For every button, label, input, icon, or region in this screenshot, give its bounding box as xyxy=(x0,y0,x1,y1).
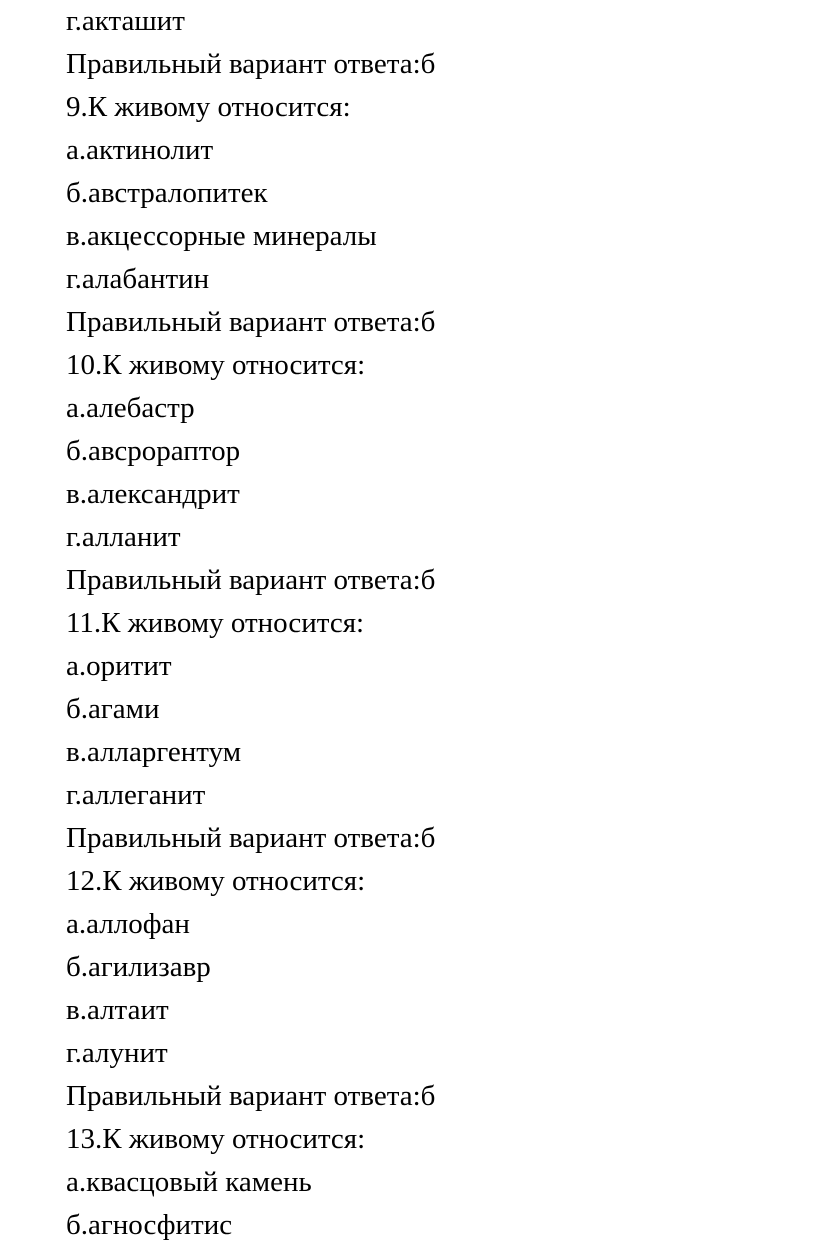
answer-option: б.австралопитек xyxy=(66,177,268,209)
answer-option: а.актинолит xyxy=(66,134,214,166)
answer-option: в.алларгентум xyxy=(66,736,242,768)
answer-option: в.алтаит xyxy=(66,994,169,1026)
document-page xyxy=(66,0,806,1247)
answer-option: г.аллеганит xyxy=(66,779,206,811)
answer-option: в.акцессорные минералы xyxy=(66,220,377,252)
answer-option: б.агносфитис xyxy=(66,1209,233,1241)
correct-answer: Правильный вариант ответа:б xyxy=(66,564,436,596)
answer-option: а.квасцовый камень xyxy=(66,1166,312,1198)
answer-option: б.агилизавр xyxy=(66,951,211,983)
answer-option: в.александрит xyxy=(66,478,240,510)
question-title: 9.К живому относится: xyxy=(66,91,351,123)
answer-option: а.аллофан xyxy=(66,908,190,940)
answer-option: а.оритит xyxy=(66,650,172,682)
answer-option: г.алланит xyxy=(66,521,181,553)
answer-option: б.агами xyxy=(66,693,160,725)
answer-option: г.акташит xyxy=(66,5,185,37)
question-title: 13.К живому относится: xyxy=(66,1123,366,1155)
correct-answer: Правильный вариант ответа:б xyxy=(66,822,436,854)
correct-answer: Правильный вариант ответа:б xyxy=(66,306,436,338)
answer-option: г.алабантин xyxy=(66,263,210,295)
answer-option: г.алунит xyxy=(66,1037,168,1069)
answer-option: а.алебастр xyxy=(66,392,195,424)
correct-answer: Правильный вариант ответа:б xyxy=(66,48,436,80)
answer-option: б.авсрораптор xyxy=(66,435,241,467)
correct-answer: Правильный вариант ответа:б xyxy=(66,1080,436,1112)
question-title: 11.К живому относится: xyxy=(66,607,365,639)
question-title: 10.К живому относится: xyxy=(66,349,366,381)
question-title: 12.К живому относится: xyxy=(66,865,366,897)
